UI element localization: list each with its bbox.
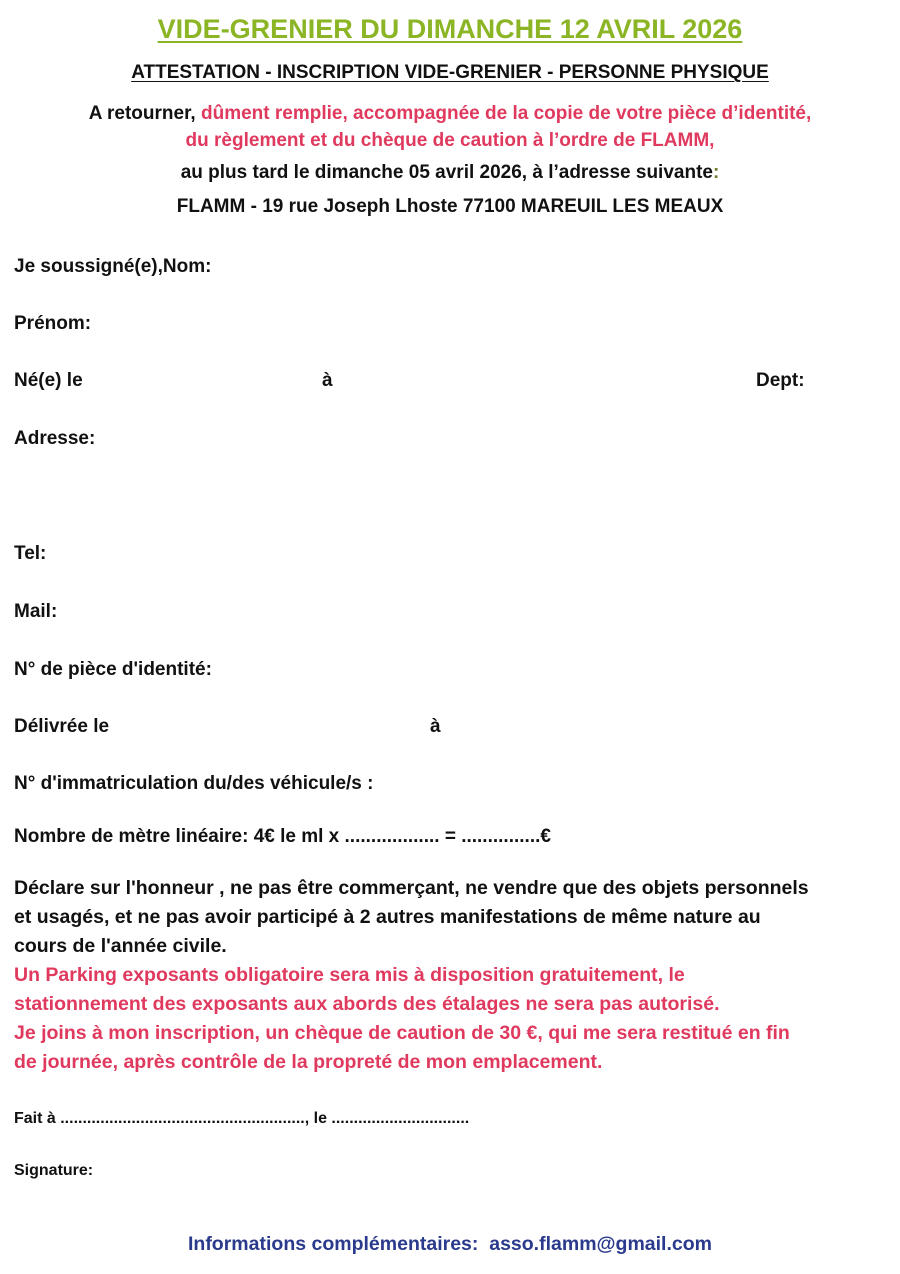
page-subtitle: ATTESTATION - INSCRIPTION VIDE-GRENIER - PERSONNE PHYSIQUE	[131, 62, 769, 83]
field-delivered-date-label: Délivrée le	[14, 716, 110, 737]
instructions-required-docs: dûment remplie, accompagnée de la copie de votre pièce d’identité,	[200, 103, 812, 124]
instructions-prefix: A retourner,	[88, 103, 201, 124]
instructions-colon: :	[712, 162, 720, 183]
field-mail-label: Mail:	[14, 601, 58, 622]
instructions-line-2: du règlement et du chèque de caution à l’ordre de FLAMM,	[185, 130, 715, 151]
deposit-notice-line: de journée, après contrôle de la propreté de mon emplacement.	[14, 1051, 603, 1073]
instructions-line-3	[0, 160, 900, 186]
declaration-block	[14, 874, 894, 1077]
signature-label: Signature:	[14, 1162, 94, 1179]
parking-notice-line: Un Parking exposants obligatoire sera mis à disposition gratuitement, le	[14, 964, 685, 986]
field-tel-label: Tel:	[14, 543, 47, 564]
declaration-line: cours de l'année civile.	[14, 935, 227, 957]
field-adresse-label: Adresse:	[14, 428, 96, 449]
field-dept-label: Dept:	[756, 370, 805, 391]
field-delivered-place-label: à	[430, 716, 441, 737]
field-birthdate-label: Né(e) le	[14, 370, 83, 391]
postal-address: FLAMM - 19 rue Joseph Lhoste 77100 MAREUIL LES MEAUX	[176, 196, 724, 217]
parking-notice-line: stationnement des exposants aux abords des étalages ne sera pas autorisé.	[14, 993, 720, 1015]
footer-info	[0, 1233, 900, 1256]
instructions-deadline: au plus tard le dimanche 05 avril 2026, à l’adresse suivante	[180, 162, 713, 183]
footer-label: Informations complémentaires:	[187, 1233, 479, 1255]
field-vehicle-plate-label: N° d'immatriculation du/des véhicule/s :	[14, 773, 374, 794]
contact-email-link[interactable]: asso.flamm@gmail.com	[489, 1233, 712, 1255]
field-linear-meters-label: Nombre de mètre linéaire: 4€ le ml x .................. = ...............€	[14, 826, 551, 847]
deposit-notice-line: Je joins à mon inscription, un chèque de caution de 30 €, qui me sera restitué en fin	[14, 1022, 790, 1044]
instructions-line-1	[0, 101, 900, 127]
declaration-line: Déclare sur l'honneur , ne pas être commerçant, ne vendre que des objets personnels	[14, 877, 809, 899]
field-birthplace-label: à	[322, 370, 333, 391]
page-title: VIDE-GRENIER DU DIMANCHE 12 AVRIL 2026	[157, 14, 743, 44]
field-id-number-label: N° de pièce d'identité:	[14, 659, 212, 680]
field-prenom-label: Prénom:	[14, 313, 92, 334]
field-nom-label: Je soussigné(e),Nom:	[14, 256, 212, 277]
place-date-line: Fait à ......................................................., le ...............................	[14, 1110, 470, 1127]
declaration-line: et usagés, et ne pas avoir participé à 2 autres manifestations de même nature au	[14, 906, 761, 928]
